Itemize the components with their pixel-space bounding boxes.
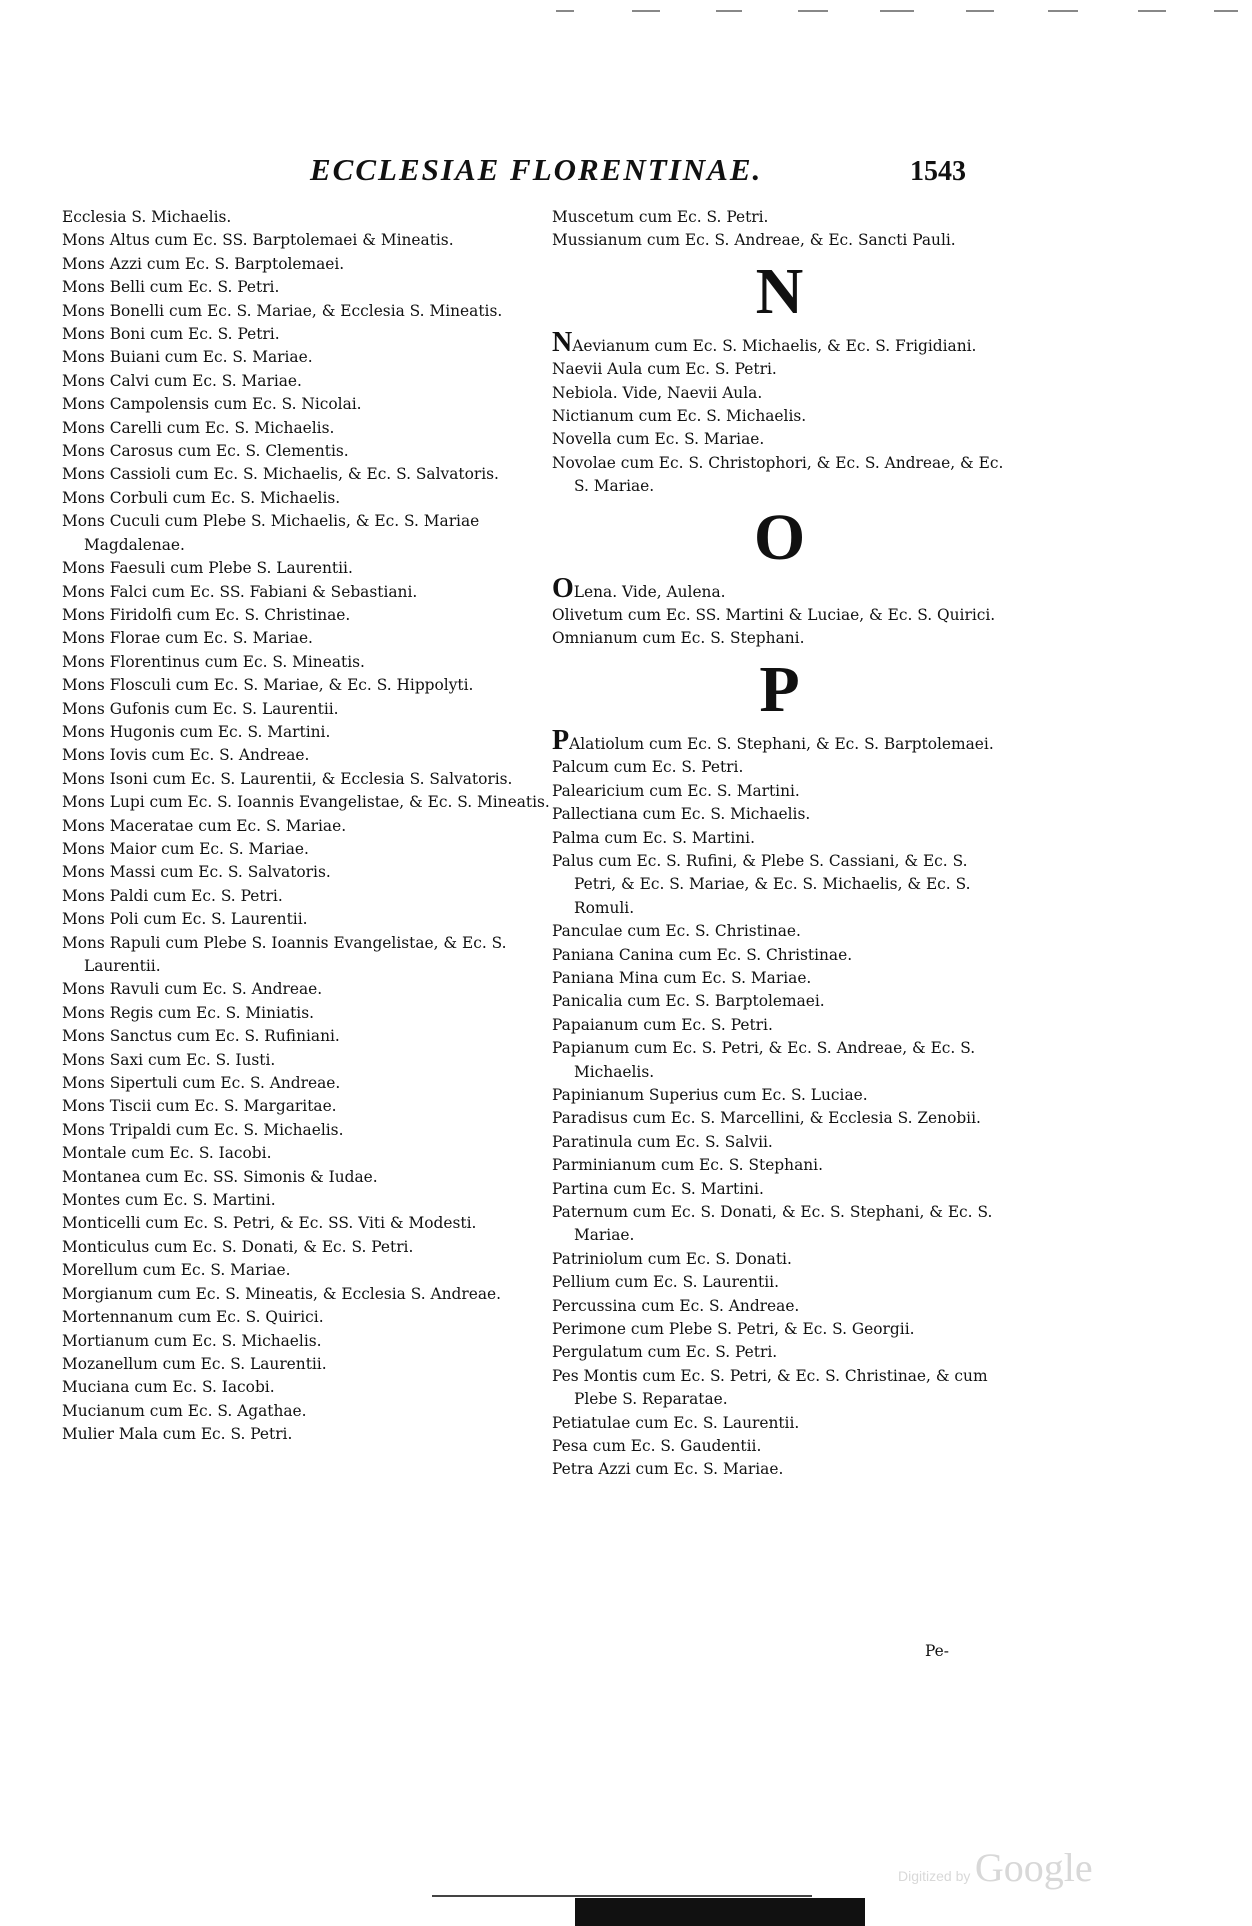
index-entry: Palearicium cum Ec. S. Martini.	[552, 781, 800, 800]
index-entry: Mons Rapuli cum Plebe S. Ioannis Evangelistae, & Ec. S. Laurentii.	[62, 933, 507, 975]
section-letter-o: O	[753, 500, 806, 574]
section-n-list	[552, 358, 1007, 498]
index-entry: Mons Campolensis cum Ec. S. Nicolai.	[62, 395, 362, 414]
index-entry: Palcum cum Ec. S. Petri.	[552, 758, 744, 777]
index-entry: Montanea cum Ec. SS. Simonis & Iudae.	[62, 1167, 378, 1186]
index-entry: Mons Poli cum Ec. S. Laurentii.	[62, 910, 308, 929]
index-entry: Nictianum cum Ec. S. Michaelis.	[552, 407, 807, 426]
index-entry: Mons Cuculi cum Plebe S. Michaelis, & Ec. S. Mariae Magdalenae.	[62, 512, 480, 554]
digitized-watermark	[898, 1844, 1093, 1891]
index-entry: Mons Hugonis cum Ec. S. Martini.	[62, 722, 331, 741]
index-entry: Mons Lupi cum Ec. S. Ioannis Evangelistae, & Ec. S. Mineatis.	[62, 793, 550, 812]
index-entry: Monticulus cum Ec. S. Donati, & Ec. S. Petri.	[62, 1237, 414, 1256]
index-entry: Patriniolum cum Ec. S. Donati.	[552, 1249, 792, 1268]
m-continued-list	[552, 206, 1007, 253]
index-entry: Panicalia cum Ec. S. Barptolemaei.	[552, 992, 825, 1011]
running-head	[0, 152, 1252, 192]
index-entry: Mons Saxi cum Ec. S. Iusti.	[62, 1050, 276, 1069]
index-entry: Nebiola. Vide, Naevii Aula.	[552, 383, 763, 402]
index-entry: Mortianum cum Ec. S. Michaelis.	[62, 1331, 322, 1350]
index-entry: Novella cum Ec. S. Mariae.	[552, 430, 765, 449]
right-column	[552, 206, 1007, 1482]
index-entry: Mortennanum cum Ec. S. Quirici.	[62, 1308, 324, 1327]
index-entry: Paternum cum Ec. S. Donati, & Ec. S. Stephani, & Ec. S. Mariae.	[552, 1203, 993, 1245]
index-entry: Petra Azzi cum Ec. S. Mariae.	[552, 1460, 784, 1479]
scan-bottom-bar	[575, 1898, 865, 1926]
watermark-prefix: Digitized by	[898, 1868, 971, 1884]
index-entry: Mons Altus cum Ec. SS. Barptolemaei & Mineatis.	[62, 231, 454, 250]
index-entry: Papaianum cum Ec. S. Petri.	[552, 1015, 773, 1034]
index-entry: Pes Montis cum Ec. S. Petri, & Ec. S. Christinae, & cum Plebe S. Reparatae.	[552, 1366, 988, 1409]
index-entry: Parminianum cum Ec. S. Stephani.	[552, 1156, 823, 1175]
index-entry: Mons Regis cum Ec. S. Miniatis.	[62, 1003, 315, 1022]
index-entry: Mons Falci cum Ec. SS. Fabiani & Sebastiani.	[62, 582, 418, 601]
index-entry: Naevii Aula cum Ec. S. Petri.	[552, 360, 777, 379]
index-entry: Omnianum cum Ec. S. Stephani.	[552, 629, 805, 648]
index-entry: Mussianum cum Ec. S. Andreae, & Ec. Sancti Pauli.	[552, 231, 956, 250]
index-entry: Morellum cum Ec. S. Mariae.	[62, 1261, 291, 1280]
first-entry-text: Aevianum cum Ec. S. Michaelis, & Ec. S. Frigidiani.	[572, 336, 977, 355]
index-entry: Mozanellum cum Ec. S. Laurentii.	[62, 1354, 327, 1373]
bottom-rule	[432, 1895, 812, 1897]
index-entry: Mons Sipertuli cum Ec. S. Andreae.	[62, 1074, 341, 1093]
index-entry: Mons Sanctus cum Ec. S. Rufiniani.	[62, 1027, 340, 1046]
index-entry: Paradisus cum Ec. S. Marcellini, & Ecclesia S. Zenobii.	[552, 1109, 981, 1128]
index-entry: Perimone cum Plebe S. Petri, & Ec. S. Georgii.	[552, 1320, 915, 1339]
index-entry: Palus cum Ec. S. Rufini, & Plebe S. Cassiani, & Ec. S. Petri, & Ec. S. Mariae, & Ec. S. Michaelis, & Ec. S. Romuli.	[552, 851, 971, 917]
index-entry: Ecclesia S. Michaelis.	[62, 208, 232, 226]
watermark-brand: Google	[974, 1845, 1093, 1890]
index-entry: Mons Florae cum Ec. S. Mariae.	[62, 629, 313, 648]
index-entry: Mons Ravuli cum Ec. S. Andreae.	[62, 980, 323, 999]
index-entry: Mons Gufonis cum Ec. S. Laurentii.	[62, 699, 339, 718]
index-entry: Paniana Mina cum Ec. S. Mariae.	[552, 968, 812, 987]
page-number: 1543	[910, 156, 966, 187]
index-entry: Pallectiana cum Ec. S. Michaelis.	[552, 805, 811, 824]
index-entry: Mons Carelli cum Ec. S. Michaelis.	[62, 418, 335, 437]
index-entry: Percussina cum Ec. S. Andreae.	[552, 1296, 800, 1315]
index-entry: Muciana cum Ec. S. Iacobi.	[62, 1378, 275, 1397]
index-entry: Pergulatum cum Ec. S. Petri.	[552, 1343, 778, 1362]
index-entry: Pesa cum Ec. S. Gaudentii.	[552, 1437, 762, 1456]
index-entry: Palma cum Ec. S. Martini.	[552, 828, 755, 847]
index-entry: Monticelli cum Ec. S. Petri, & Ec. SS. Viti & Modesti.	[62, 1214, 477, 1233]
initial-capital-n: N	[552, 326, 573, 358]
index-entry: Petiatulae cum Ec. S. Laurentii.	[552, 1413, 800, 1432]
index-entry: Montale cum Ec. S. Iacobi.	[62, 1144, 272, 1163]
index-entry: Mons Faesuli cum Plebe S. Laurentii.	[62, 559, 353, 578]
index-entry: Muscetum cum Ec. S. Petri.	[552, 208, 769, 226]
first-entry-text: Alatiolum cum Ec. S. Stephani, & Ec. S. Barptolemaei.	[569, 734, 994, 753]
index-entry: Panculae cum Ec. S. Christinae.	[552, 922, 801, 941]
index-entry: Mucianum cum Ec. S. Agathae.	[62, 1401, 307, 1420]
index-entry: Mons Tiscii cum Ec. S. Margaritae.	[62, 1097, 337, 1116]
catchword: Pe-	[925, 1642, 949, 1660]
index-entry: Partina cum Ec. S. Martini.	[552, 1179, 764, 1198]
index-entry: Mons Paldi cum Ec. S. Petri.	[62, 886, 283, 905]
index-entry: Mons Cassioli cum Ec. S. Michaelis, & Ec. S. Salvatoris.	[62, 465, 499, 484]
index-entry: Mons Belli cum Ec. S. Petri.	[62, 278, 280, 297]
index-entry: Papinianum Superius cum Ec. S. Luciae.	[552, 1085, 868, 1104]
index-entry: Mons Tripaldi cum Ec. S. Michaelis.	[62, 1120, 344, 1139]
section-p-first-entry	[552, 724, 1007, 756]
index-entry: Mons Boni cum Ec. S. Petri.	[62, 325, 280, 344]
index-entry: Mons Carosus cum Ec. S. Clementis.	[62, 442, 349, 461]
index-entry: Pellium cum Ec. S. Laurentii.	[552, 1273, 779, 1292]
index-entry: Mons Massi cum Ec. S. Salvatoris.	[62, 863, 331, 882]
index-entry: Mons Firidolfi cum Ec. S. Christinae.	[62, 605, 351, 624]
index-entry: Paniana Canina cum Ec. S. Christinae.	[552, 945, 853, 964]
scan-edge-marks	[0, 0, 1252, 20]
section-letter-n: N	[755, 254, 804, 328]
index-entry: Mons Calvi cum Ec. S. Mariae.	[62, 371, 302, 390]
section-letter-p: P	[759, 652, 800, 726]
index-entry: Mons Buiani cum Ec. S. Mariae.	[62, 348, 313, 367]
index-entry: Mons Azzi cum Ec. S. Barptolemaei.	[62, 254, 345, 273]
section-n-first-entry	[552, 326, 1007, 358]
index-entry: Olivetum cum Ec. SS. Martini & Luciae, & Ec. S. Quirici.	[552, 606, 996, 625]
index-entry: Mons Maior cum Ec. S. Mariae.	[62, 839, 309, 858]
index-entry: Mulier Mala cum Ec. S. Petri.	[62, 1425, 293, 1444]
page-title: ECCLESIAE FLORENTINAE.	[310, 152, 763, 187]
index-entry: Paratinula cum Ec. S. Salvii.	[552, 1132, 773, 1151]
section-o-list	[552, 604, 1007, 651]
section-p-list	[552, 756, 1007, 1482]
index-entry: Mons Corbuli cum Ec. S. Michaelis.	[62, 488, 341, 507]
index-entry: Novolae cum Ec. S. Christophori, & Ec. S. Andreae, & Ec. S. Mariae.	[552, 453, 1004, 496]
index-entry: Mons Bonelli cum Ec. S. Mariae, & Ecclesia S. Mineatis.	[62, 301, 503, 320]
first-entry-text: Lena. Vide, Aulena.	[573, 582, 726, 601]
initial-capital-o: O	[552, 572, 574, 604]
index-entry: Mons Isoni cum Ec. S. Laurentii, & Ecclesia S. Salvatoris.	[62, 769, 513, 788]
index-entry: Montes cum Ec. S. Martini.	[62, 1191, 276, 1210]
index-entry: Mons Maceratae cum Ec. S. Mariae.	[62, 816, 347, 835]
index-entry: Mons Iovis cum Ec. S. Andreae.	[62, 746, 310, 765]
index-entry: Morgianum cum Ec. S. Mineatis, & Ecclesia S. Andreae.	[62, 1284, 502, 1303]
section-o-first-entry	[552, 572, 1007, 604]
index-entry: Mons Florentinus cum Ec. S. Mineatis.	[62, 652, 365, 671]
initial-capital-p: P	[552, 724, 570, 756]
index-entry: Papianum cum Ec. S. Petri, & Ec. S. Andreae, & Ec. S. Michaelis.	[552, 1039, 976, 1081]
index-entry: Mons Flosculi cum Ec. S. Mariae, & Ec. S. Hippolyti.	[62, 676, 474, 695]
left-column	[62, 206, 562, 1447]
